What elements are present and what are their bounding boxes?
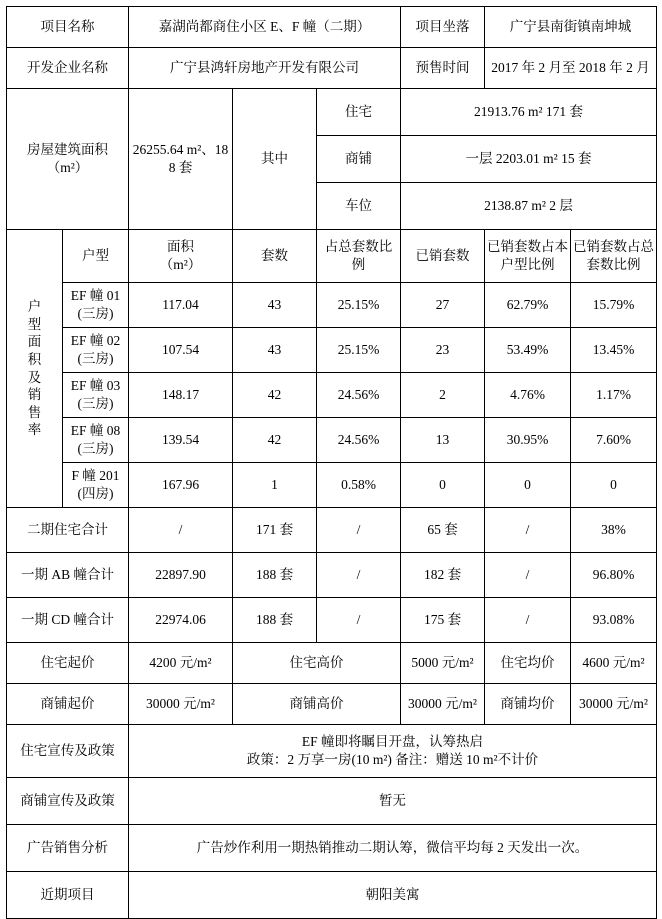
col-header-area-line1: 面积 <box>167 239 194 255</box>
parking-label: 车位 <box>317 183 401 230</box>
unit-count: 43 <box>233 328 317 373</box>
nearby-project-label: 近期项目 <box>7 872 129 919</box>
side-label-char: 及 <box>27 369 42 385</box>
shop-promo-value: 暂无 <box>129 778 657 825</box>
shop-start-price-value: 30000 元/m² <box>129 684 233 725</box>
unit-block-side-label <box>7 230 63 508</box>
unit-pct-total: 24.56% <box>317 373 401 418</box>
unit-area: 139.54 <box>129 418 233 463</box>
table-row-unit <box>7 418 657 463</box>
col-header-sold-pct-type: 已销套数占本户型比例 <box>485 230 571 283</box>
summary-count: 171 套 <box>233 508 317 553</box>
unit-sold-pct-type: 30.95% <box>485 418 571 463</box>
unit-sold-pct-total: 0 <box>571 463 657 508</box>
residential-avg-price-label: 住宅均价 <box>485 643 571 684</box>
residential-high-price-label: 住宅高价 <box>233 643 401 684</box>
residential-high-price-value: 5000 元/m² <box>401 643 485 684</box>
ad-analysis-label: 广告销售分析 <box>7 825 129 872</box>
shop-high-price-label: 商铺高价 <box>233 684 401 725</box>
unit-sold: 27 <box>401 283 485 328</box>
table-row-unit <box>7 328 657 373</box>
unit-sold-pct-type: 53.49% <box>485 328 571 373</box>
table-row-project-name <box>7 7 657 48</box>
unit-sold-pct-type: 4.76% <box>485 373 571 418</box>
unit-pct-total: 24.56% <box>317 418 401 463</box>
unit-count: 43 <box>233 283 317 328</box>
shop-high-price-value: 30000 元/m² <box>401 684 485 725</box>
location-label: 项目坐落 <box>401 7 485 48</box>
unit-sold: 13 <box>401 418 485 463</box>
unit-area: 107.54 <box>129 328 233 373</box>
table-row-developer <box>7 48 657 89</box>
unit-sold-pct-type: 0 <box>485 463 571 508</box>
nearby-project-value: 朝阳美寓 <box>129 872 657 919</box>
developer-value: 广宁县鸿轩房地产开发有限公司 <box>129 48 401 89</box>
table-row-unit <box>7 373 657 418</box>
unit-pct-total: 25.15% <box>317 328 401 373</box>
summary-count: 188 套 <box>233 553 317 598</box>
summary-sold-pct-type: / <box>485 508 571 553</box>
building-area-label-line1: 房屋建筑面积 <box>27 142 108 158</box>
project-name-label: 项目名称 <box>7 7 129 48</box>
side-label-char: 型 <box>27 316 42 332</box>
unit-sold-pct-total: 15.79% <box>571 283 657 328</box>
summary-sold-pct-type: / <box>485 598 571 643</box>
unit-sold: 23 <box>401 328 485 373</box>
table-row-summary <box>7 553 657 598</box>
unit-area: 167.96 <box>129 463 233 508</box>
unit-sold-pct-total: 1.17% <box>571 373 657 418</box>
side-label-char: 积 <box>27 351 42 367</box>
table-row-unit <box>7 283 657 328</box>
unit-sold-pct-total: 13.45% <box>571 328 657 373</box>
table-row-summary <box>7 598 657 643</box>
shop-label: 商铺 <box>317 136 401 183</box>
unit-table-header-row <box>7 230 657 283</box>
summary-sold-pct-total: 38% <box>571 508 657 553</box>
unit-pct-total: 25.15% <box>317 283 401 328</box>
table-row-shop-promo <box>7 778 657 825</box>
summary-label: 一期 AB 幢合计 <box>7 553 129 598</box>
summary-sold: 65 套 <box>401 508 485 553</box>
building-area-label <box>7 89 129 230</box>
col-header-pct-of-total: 占总套数比例 <box>317 230 401 283</box>
presale-label: 预售时间 <box>401 48 485 89</box>
building-area-label-line2: （m²） <box>46 160 89 175</box>
building-area-value: 26255.64 m²、188 套 <box>129 89 233 230</box>
unit-sold: 2 <box>401 373 485 418</box>
table-row-summary <box>7 508 657 553</box>
residential-start-price-label: 住宅起价 <box>7 643 129 684</box>
parking-value: 2138.87 m² 2 层 <box>401 183 657 230</box>
summary-pct-total: / <box>317 508 401 553</box>
col-header-sold-pct-total: 已销套数占总套数比例 <box>571 230 657 283</box>
table-row-residential-promo <box>7 725 657 778</box>
shop-avg-price-label: 商铺均价 <box>485 684 571 725</box>
unit-sold-pct-total: 7.60% <box>571 418 657 463</box>
shop-promo-label: 商铺宣传及政策 <box>7 778 129 825</box>
unit-count: 42 <box>233 373 317 418</box>
side-label-char: 率 <box>27 422 42 438</box>
unit-area: 148.17 <box>129 373 233 418</box>
unit-area: 117.04 <box>129 283 233 328</box>
summary-pct-total: / <box>317 553 401 598</box>
among-which-label: 其中 <box>233 89 317 230</box>
col-header-count: 套数 <box>233 230 317 283</box>
residential-avg-price-value: 4600 元/m² <box>571 643 657 684</box>
unit-type: EF 幢 03(三房) <box>63 373 129 418</box>
unit-sold-pct-type: 62.79% <box>485 283 571 328</box>
col-header-unit-type: 户型 <box>63 230 129 283</box>
col-header-area <box>129 230 233 283</box>
shop-avg-price-value: 30000 元/m² <box>571 684 657 725</box>
residential-promo-line2: 政策：2 万享一房(10 m²) 备注：赠送 10 m²不计价 <box>246 752 539 767</box>
shop-start-price-label: 商铺起价 <box>7 684 129 725</box>
unit-type: EF 幢 02(三房) <box>63 328 129 373</box>
summary-sold: 175 套 <box>401 598 485 643</box>
col-header-area-line2: （m²） <box>159 257 202 272</box>
unit-count: 1 <box>233 463 317 508</box>
property-summary-table <box>6 6 657 919</box>
table-row-shop-prices <box>7 684 657 725</box>
summary-label: 二期住宅合计 <box>7 508 129 553</box>
side-label-char: 售 <box>27 404 42 420</box>
unit-pct-total: 0.58% <box>317 463 401 508</box>
developer-label: 开发企业名称 <box>7 48 129 89</box>
col-header-sold-count: 已销套数 <box>401 230 485 283</box>
residential-promo-line1: EF 幢即将瞩目开盘，认筹热启 <box>301 734 484 750</box>
presale-value: 2017 年 2 月至 2018 年 2 月 <box>485 48 657 89</box>
summary-sold-pct-type: / <box>485 553 571 598</box>
table-row-unit <box>7 463 657 508</box>
side-label-char: 户 <box>27 299 42 315</box>
location-value: 广宁县南街镇南坤城 <box>485 7 657 48</box>
unit-type: F 幢 201(四房) <box>63 463 129 508</box>
shop-value: 一层 2203.01 m² 15 套 <box>401 136 657 183</box>
summary-area: / <box>129 508 233 553</box>
residential-promo-label: 住宅宣传及政策 <box>7 725 129 778</box>
table-row-area-residential <box>7 89 657 136</box>
side-label-char: 销 <box>27 387 42 403</box>
ad-analysis-value: 广告炒作利用一期热销推动二期认筹，微信平均每 2 天发出一次。 <box>129 825 657 872</box>
summary-sold-pct-total: 96.80% <box>571 553 657 598</box>
table-row-nearby-project <box>7 872 657 919</box>
project-name-value: 嘉湖尚都商住小区 E、F 幢（二期） <box>129 7 401 48</box>
summary-sold: 182 套 <box>401 553 485 598</box>
unit-type: EF 幢 08(三房) <box>63 418 129 463</box>
summary-sold-pct-total: 93.08% <box>571 598 657 643</box>
summary-label: 一期 CD 幢合计 <box>7 598 129 643</box>
summary-count: 188 套 <box>233 598 317 643</box>
residential-label: 住宅 <box>317 89 401 136</box>
summary-area: 22897.90 <box>129 553 233 598</box>
residential-value: 21913.76 m² 171 套 <box>401 89 657 136</box>
residential-promo-value <box>129 725 657 778</box>
unit-sold: 0 <box>401 463 485 508</box>
table-row-ad-analysis <box>7 825 657 872</box>
side-label-char: 面 <box>27 334 42 350</box>
unit-type: EF 幢 01(三房) <box>63 283 129 328</box>
unit-count: 42 <box>233 418 317 463</box>
residential-start-price-value: 4200 元/m² <box>129 643 233 684</box>
table-row-residential-prices <box>7 643 657 684</box>
summary-area: 22974.06 <box>129 598 233 643</box>
summary-pct-total: / <box>317 598 401 643</box>
